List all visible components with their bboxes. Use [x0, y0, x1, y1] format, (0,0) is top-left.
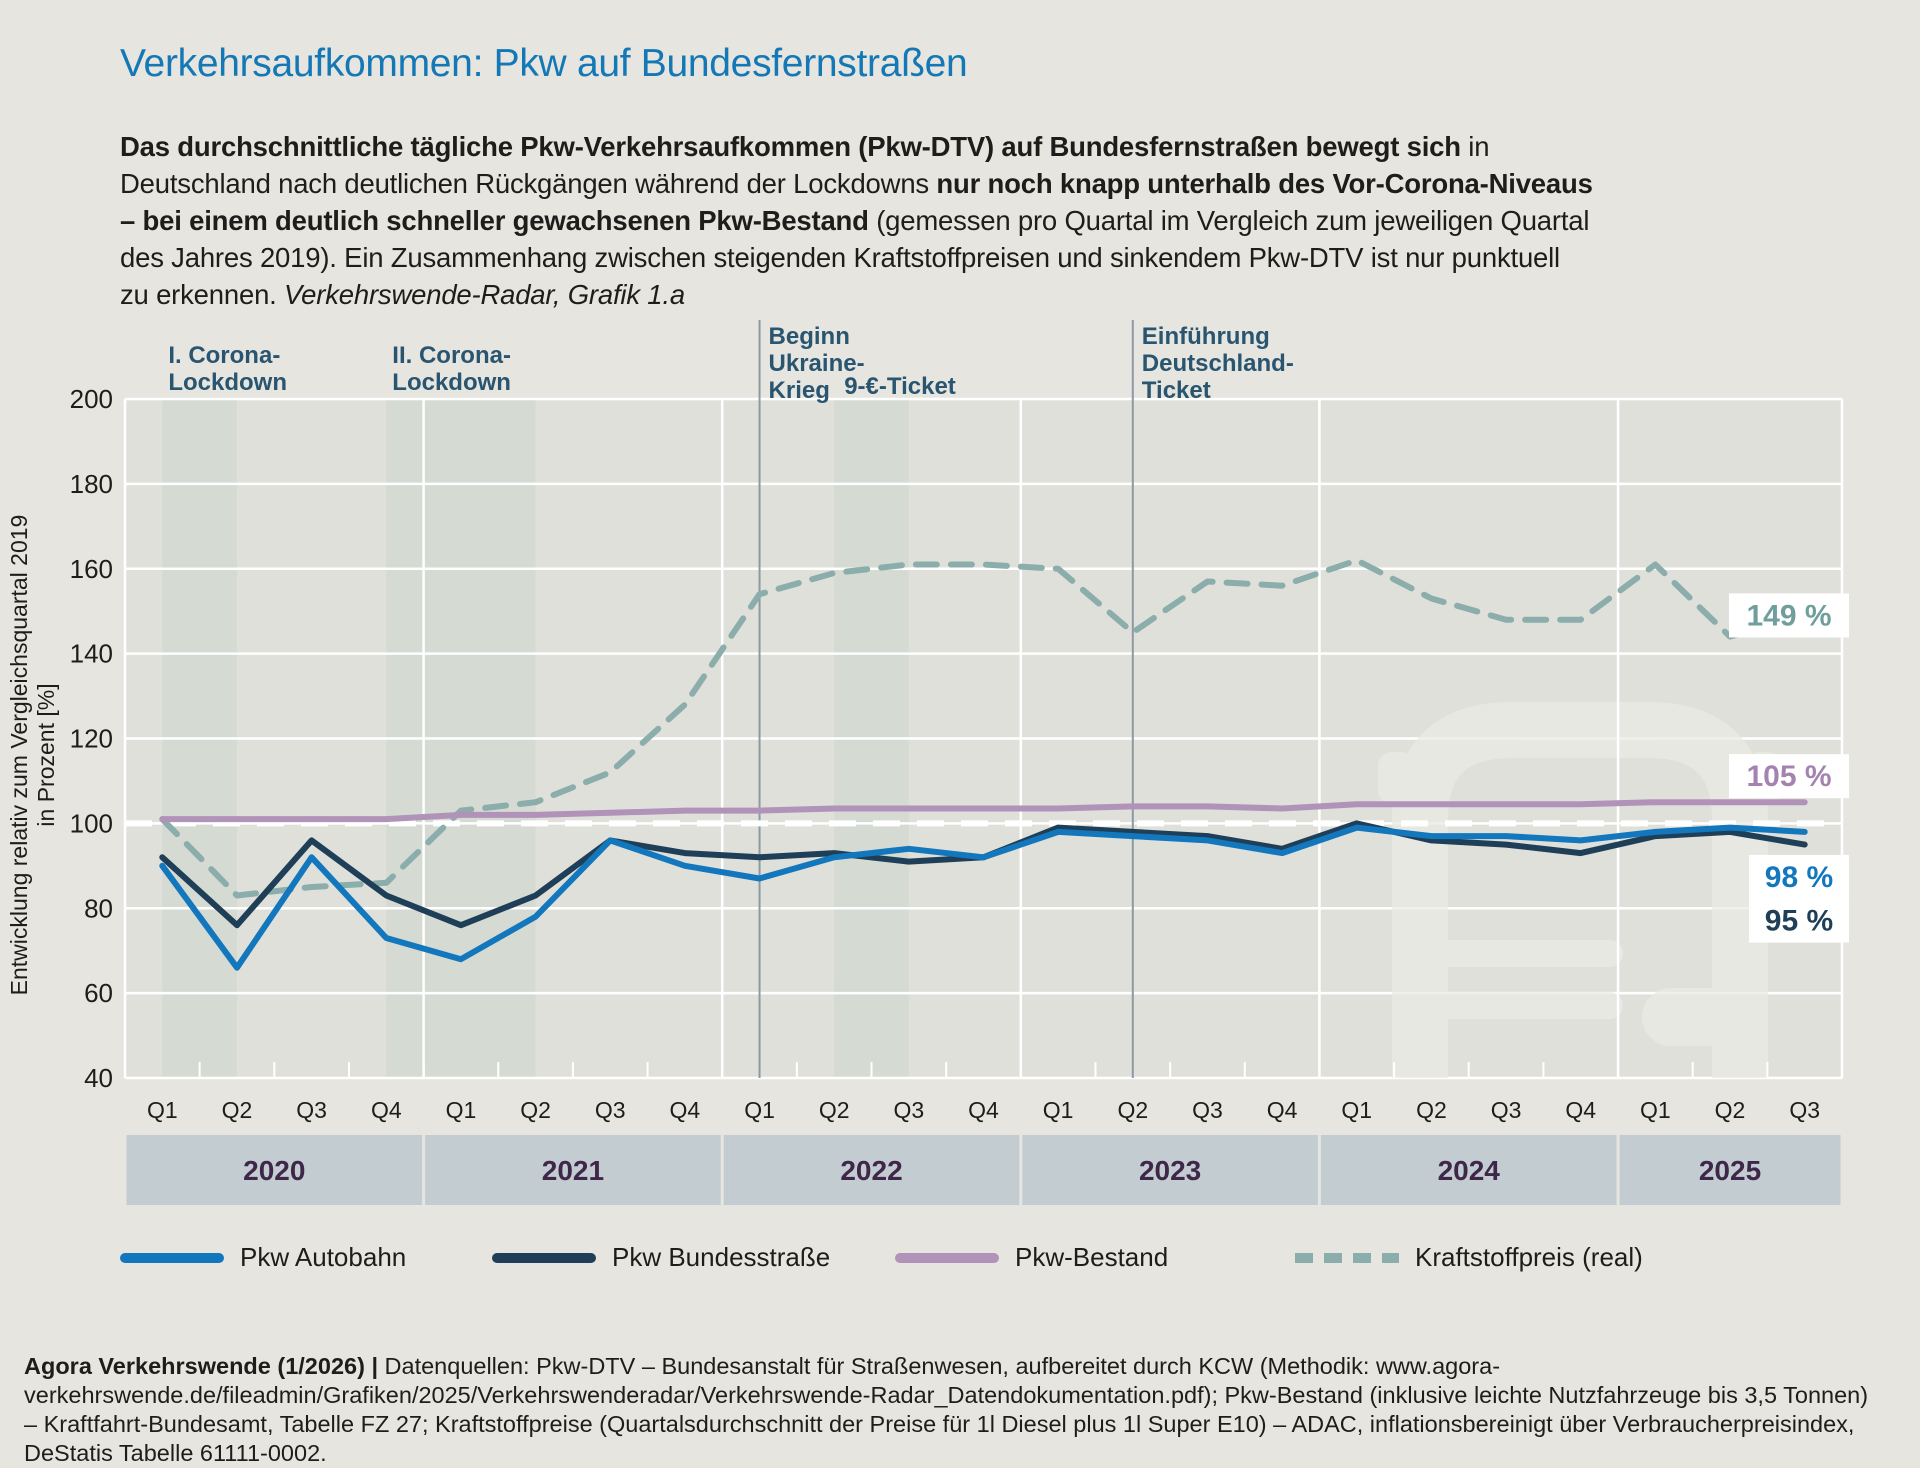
- intro-segment-source: Verkehrswende-Radar, Grafik 1.a: [284, 279, 685, 310]
- legend-label: Pkw Bundesstraße: [612, 1242, 831, 1272]
- y-tick-80: 80: [84, 893, 113, 924]
- x-tick-2025-Q1: Q1: [1640, 1097, 1671, 1123]
- event-label: Krieg: [768, 377, 830, 404]
- legend-item-pkw-bestand: [895, 1242, 1168, 1273]
- x-tick-2020-Q1: Q1: [146, 1097, 178, 1123]
- y-tick-60: 60: [84, 978, 113, 1009]
- traffic-volume-line-chart: [0, 300, 1920, 1215]
- legend-item-kraftstoffpreis: [1295, 1242, 1643, 1273]
- end-label: [1729, 593, 1849, 637]
- x-tick-2022-Q1: Q1: [744, 1097, 775, 1123]
- x-tick-2024-Q1: Q1: [1341, 1097, 1373, 1123]
- y-tick-40: 40: [84, 1063, 113, 1093]
- y-axis-label: Entwicklung relativ zum Vergleichsquartal 2019 in Prozent [%]: [6, 514, 59, 996]
- year-label-2020: 2020: [243, 1155, 306, 1186]
- event-label: 9-€-Ticket: [844, 373, 956, 400]
- page-title: Verkehrsaufkommen: Pkw auf Bundesfernstraßen: [120, 42, 968, 85]
- legend-label: Kraftstoffpreis (real): [1415, 1242, 1643, 1272]
- x-tick-2021-Q2: Q2: [520, 1097, 551, 1123]
- end-label: [1749, 855, 1849, 899]
- end-label: [1749, 899, 1849, 943]
- footer-sources: Datenquellen: Pkw-DTV – Bundesanstalt für Straßenwesen, aufbereitet durch KCW (Methodik: www.agora-verkehrswende.de/fileadmin/Grafiken/2025/Verkehrswenderadar/Verkehrswende-Radar_Datendokumentation.pdf); Pkw-Bestand (inklusive leichte Nutzfahrzeuge bis 3,5 Tonnen) – Kraftfahrt-Bundesamt, Tabelle FZ 27; Kraftstoffpreise (Quartalsdurchschnitt der Preise für 1l Diesel plus 1l Super E10) – ADAC, inflationsbereinigt über Verbraucherpreisindex, DeStatis Tabelle 61111-0002.: [24, 1353, 1869, 1466]
- event-label: Lockdown: [392, 369, 511, 396]
- x-tick-2024-Q3: Q3: [1490, 1097, 1522, 1123]
- x-tick-2025-Q3: Q3: [1789, 1097, 1821, 1123]
- event-label: Lockdown: [168, 369, 287, 396]
- event-label: Ukraine-: [768, 350, 865, 377]
- legend-label: Pkw-Bestand: [1015, 1242, 1169, 1272]
- year-label-2023: 2023: [1138, 1155, 1202, 1186]
- intro-segment: Das durchschnittliche tägliche Pkw-Verkehrsaufkommen (Pkw-DTV) auf Bundesfernstraßen bewegt sich: [120, 131, 1461, 162]
- event-label: II. Corona-: [392, 342, 511, 369]
- legend-label: Pkw Autobahn: [240, 1242, 407, 1272]
- year-label-2025: 2025: [1698, 1155, 1762, 1186]
- x-tick-2020-Q2: Q2: [221, 1097, 253, 1123]
- x-tick-2023-Q3: Q3: [1192, 1097, 1223, 1123]
- event-label: Beginn: [768, 323, 850, 350]
- year-label-2024: 2024: [1437, 1155, 1500, 1186]
- chart-area: [0, 300, 1920, 1215]
- x-tick-2023-Q1: Q1: [1042, 1097, 1074, 1123]
- year-label-2022: 2022: [840, 1155, 903, 1186]
- x-tick-2025-Q2: Q2: [1714, 1097, 1746, 1123]
- x-tick-2021-Q1: Q1: [445, 1097, 477, 1123]
- intro-paragraph: [120, 128, 1595, 313]
- intro-segment: in Deutschland nach deutlichen Rückgängen während der Lockdowns: [120, 131, 1490, 199]
- x-tick-2020-Q4: Q4: [370, 1097, 402, 1123]
- legend-swatch-kraftstoffpreis: [1295, 1253, 1399, 1263]
- source-footer: [24, 1352, 1884, 1468]
- legend-item-pkw-bundesstrasse: [492, 1242, 830, 1273]
- y-tick-120: 120: [69, 723, 113, 754]
- legend-swatch-autobahn: [120, 1253, 224, 1263]
- end-label: [1729, 754, 1849, 798]
- legend-item-pkw-autobahn: [120, 1242, 406, 1273]
- x-tick-2023-Q4: Q4: [1266, 1097, 1298, 1123]
- y-tick-180: 180: [69, 468, 113, 499]
- y-tick-160: 160: [69, 553, 113, 584]
- y-tick-200: 200: [69, 384, 113, 414]
- legend-swatch-bestand: [895, 1253, 999, 1263]
- year-label-2021: 2021: [541, 1155, 605, 1186]
- intro-segment: (gemessen pro Quartal im Vergleich zum jeweiligen Quartal des Jahres 2019). Ein Zusammenhang zwischen steigenden Kraftstoffpreisen und sinkendem Pkw-DTV ist nur punktuell zu erkennen.: [120, 205, 1590, 310]
- chart-legend: [0, 1242, 1920, 1292]
- event-label: Deutschland-: [1141, 350, 1294, 377]
- event-label: I. Corona-: [168, 342, 281, 369]
- x-tick-2020-Q3: Q3: [296, 1097, 327, 1123]
- svg-text:149 %: 149 %: [1746, 599, 1832, 633]
- x-tick-2023-Q2: Q2: [1117, 1097, 1149, 1123]
- svg-text:95 %: 95 %: [1764, 904, 1834, 938]
- x-tick-2022-Q4: Q4: [968, 1097, 999, 1123]
- y-tick-100: 100: [69, 808, 113, 839]
- x-tick-2021-Q4: Q4: [669, 1097, 701, 1123]
- x-tick-2022-Q2: Q2: [818, 1097, 850, 1123]
- event-label: Einführung: [1141, 323, 1270, 350]
- footer-brand: Agora Verkehrswende (1/2026) |: [24, 1353, 385, 1379]
- x-tick-2022-Q3: Q3: [893, 1097, 925, 1123]
- x-tick-2021-Q3: Q3: [594, 1097, 626, 1123]
- svg-text:105 %: 105 %: [1746, 760, 1832, 794]
- svg-text:98 %: 98 %: [1764, 860, 1834, 894]
- x-tick-2024-Q4: Q4: [1565, 1097, 1597, 1123]
- intro-segment: nur noch knapp unterhalb des Vor-Corona-Niveaus – bei einem deutlich schneller gewachsenen Pkw-Bestand: [120, 168, 1593, 236]
- event-label: Ticket: [1141, 377, 1211, 404]
- y-tick-140: 140: [69, 638, 113, 669]
- x-tick-2024-Q2: Q2: [1416, 1097, 1447, 1123]
- legend-swatch-bundesstrasse: [492, 1253, 596, 1263]
